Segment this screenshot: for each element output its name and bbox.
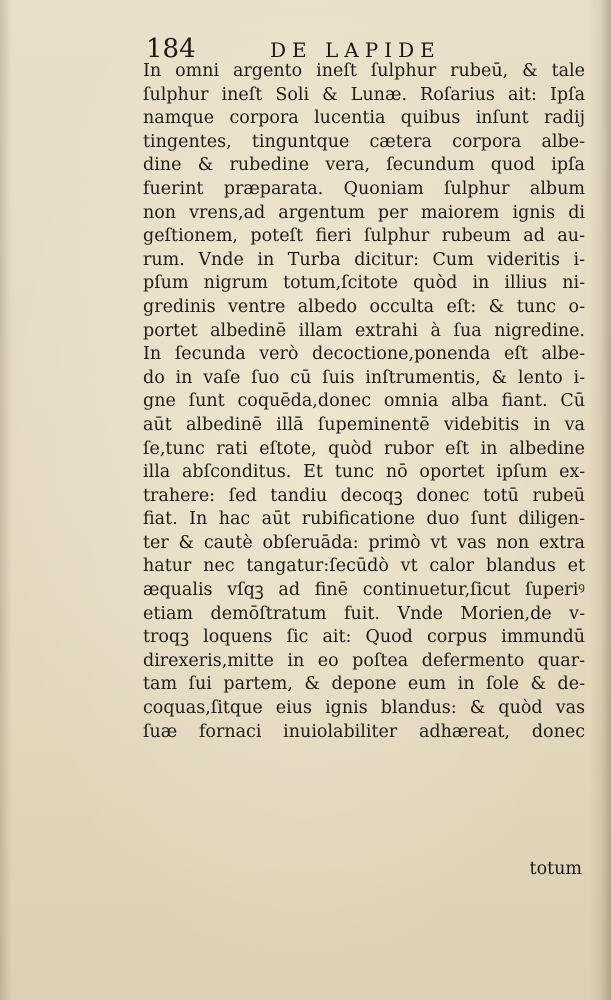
text-line: ſe,tunc rati eſtote, quòd rubor eſt in albedine xyxy=(143,438,585,459)
page-number: 184 xyxy=(146,34,196,64)
text-line: gne ſunt coquēda,donec omnia alba fiant. Cū xyxy=(143,391,585,412)
text-line: etiam demōſtratum fuit. Vnde Morien,de v- xyxy=(143,603,585,624)
text-line: do in vaſe ſuo cū ſuis inſtrumentis, & lento i- xyxy=(143,367,585,388)
running-title: DE LAPIDE xyxy=(270,38,441,62)
text-line: aūt albedinē illā ſupeminentē videbitis in va xyxy=(143,414,585,435)
text-line: rum. Vnde in Turba dicitur: Cum videritis i- xyxy=(143,249,585,270)
text-line: geſtionem, poteſt fieri ſulphur rubeum ad au- xyxy=(143,226,585,247)
body-text xyxy=(143,60,585,744)
text-line: In ſecunda verò decoctione,ponenda eſt albe- xyxy=(143,344,585,365)
text-line: hatur nec tangatur:ſecūdò vt calor blandus et xyxy=(143,556,585,577)
page-edge-shadow xyxy=(589,0,611,1000)
text-line: gredinis ventre albedo occulta eſt: & tunc o- xyxy=(143,296,585,317)
text-line: In omni argento ineſt ſulphur rubeū, & tale xyxy=(143,61,585,81)
text-line: illa abſconditus. Et tunc nō oportet ipſum ex- xyxy=(143,462,585,483)
text-line: æqualis vſqꝫ ad finē continuetur,ſicut ſuperiꝰ xyxy=(143,580,585,601)
text-line: fuerint præparata. Quoniam ſulphur album xyxy=(143,178,585,199)
text-line: ſuæ fornaci inuiolabiliter adhæreat, donec xyxy=(143,721,585,742)
text-line: tingentes, tinguntque cætera corpora albe- xyxy=(143,131,585,152)
text-line: tam ſui partem, & depone eum in ſole & de- xyxy=(143,674,585,695)
text-line: troqꝫ loquens ſic ait: Quod corpus immundū xyxy=(143,627,585,648)
text-line: pſum nigrum totum,ſcitote quòd in illius ni- xyxy=(143,273,585,294)
text-line: non vrens,ad argentum per maiorem ignis di xyxy=(143,202,585,223)
text-line: portet albedinē illam extrahi à ſua nigredine. xyxy=(143,320,585,341)
text-line: direxeris,mitte in eo poſtea defermento quar- xyxy=(143,650,585,671)
text-line: trahere: ſed tandiu decoqꝫ donec totū rubeū xyxy=(143,485,585,506)
text-line: namque corpora lucentia quibus inſunt radij xyxy=(143,108,585,129)
text-line: ſulphur ineſt Soli & Lunæ. Roſarius ait: Ipſa xyxy=(143,84,585,105)
text-line: ter & cautè obſeruāda: primò vt vas non extra xyxy=(143,532,585,553)
text-line: fiat. In hac aūt rubificatione duo ſunt diligen- xyxy=(143,509,585,530)
text-line: dine & rubedine vera, ſecundum quod ipſa xyxy=(143,155,585,176)
text-line: coquas,ſitque eius ignis blandus: & quòd vas xyxy=(143,698,585,719)
catchword: totum xyxy=(529,859,582,879)
page-gutter-shadow xyxy=(0,0,12,1000)
